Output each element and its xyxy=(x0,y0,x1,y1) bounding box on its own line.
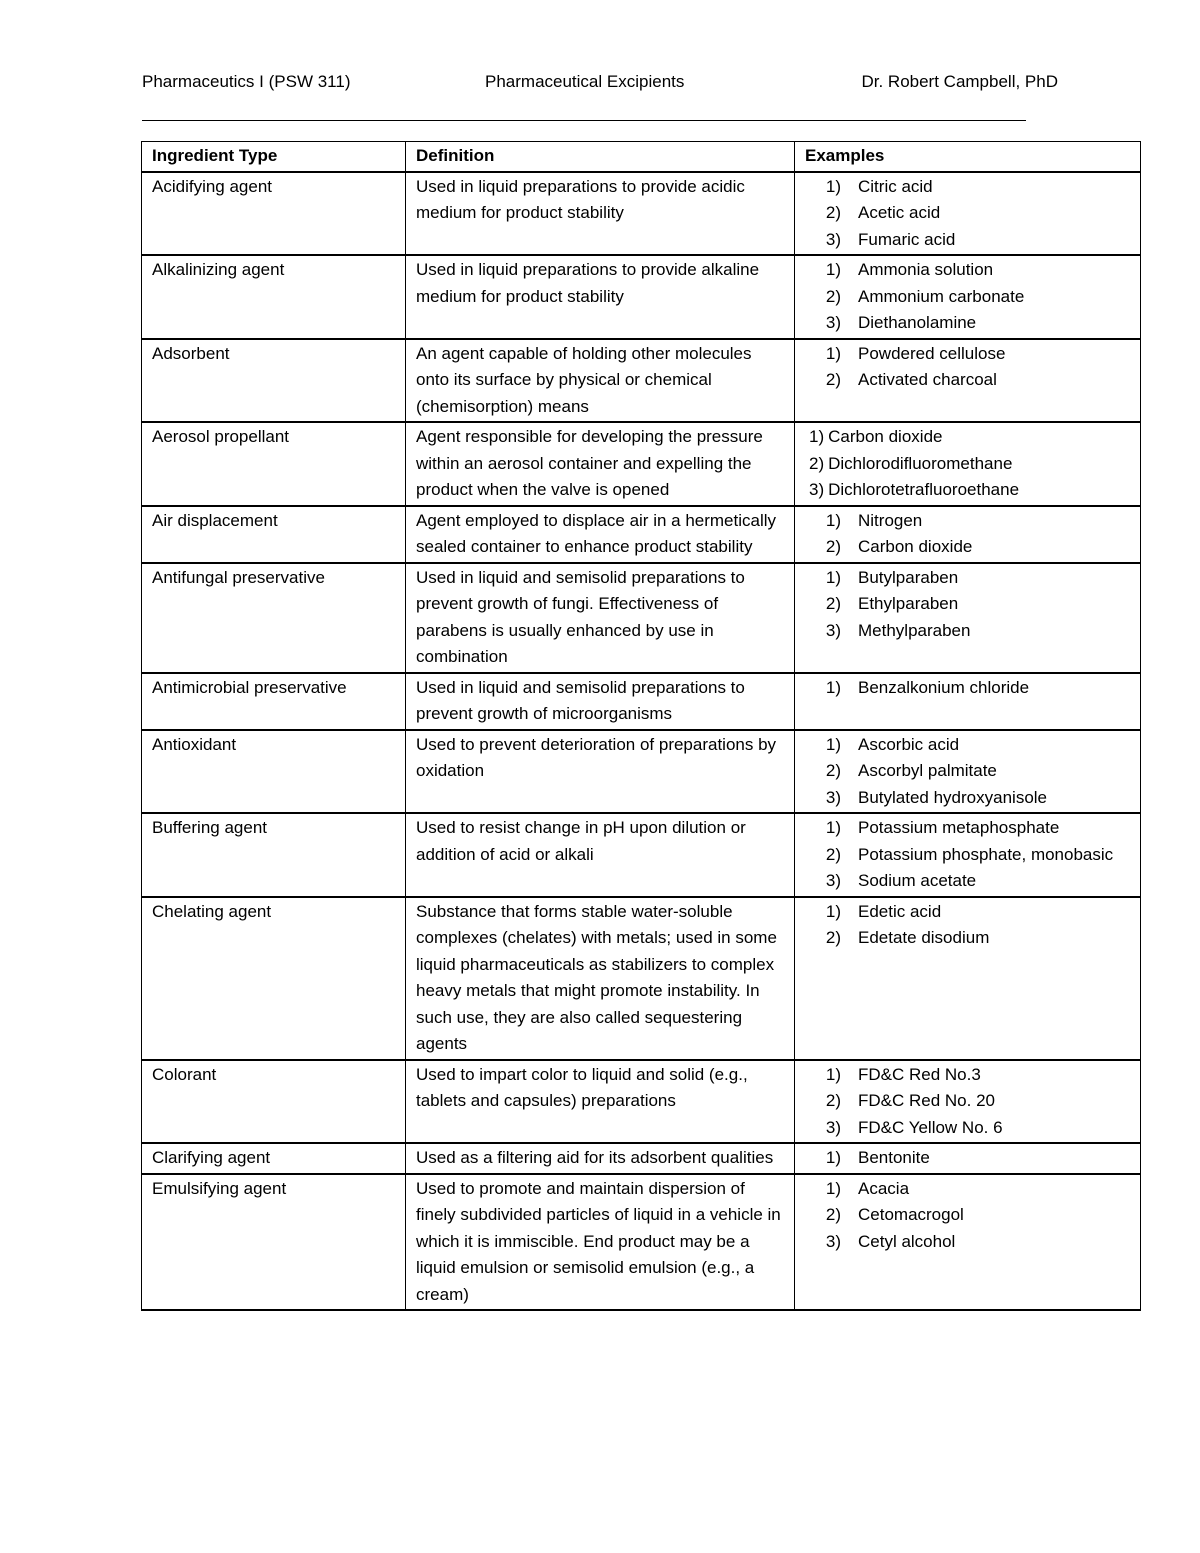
example-number: 1) xyxy=(825,343,841,363)
ingredient-type-cell: Adsorbent xyxy=(142,339,406,423)
example-text: Dichlorotetrafluoroethane xyxy=(828,480,1020,499)
example-text: Sodium acetate xyxy=(858,871,977,890)
example-number: 1) xyxy=(825,1148,841,1167)
topic-title: Pharmaceutical Excipients xyxy=(485,72,685,91)
ingredient-type-cell: Clarifying agent xyxy=(142,1143,406,1174)
example-number: 3) xyxy=(825,1231,841,1251)
example-item xyxy=(805,842,1130,869)
example-item xyxy=(805,1115,1130,1142)
ingredient-type-cell: Antifungal preservative xyxy=(142,563,406,673)
course-title: Pharmaceutics I (PSW 311) xyxy=(142,72,351,91)
examples-cell xyxy=(795,172,1141,256)
examples-cell xyxy=(795,1143,1141,1174)
example-number: 3) xyxy=(825,787,841,807)
example-item xyxy=(805,1088,1130,1115)
example-item xyxy=(805,675,1130,702)
example-item xyxy=(805,899,1130,926)
example-item xyxy=(805,508,1130,535)
example-text: Ascorbic acid xyxy=(858,734,960,754)
example-item xyxy=(805,367,1130,394)
example-number: 3) xyxy=(825,229,841,249)
example-text: Butylated hydroxyanisole xyxy=(858,787,1048,807)
example-number: 2) xyxy=(825,928,841,947)
examples-cell xyxy=(795,813,1141,897)
example-item xyxy=(805,200,1130,227)
table-row xyxy=(142,1060,1141,1144)
example-text: Potassium phosphate, monobasic xyxy=(858,844,1114,864)
examples-cell xyxy=(795,730,1141,814)
examples-list xyxy=(805,565,1130,645)
example-text: Bentonite xyxy=(858,1148,930,1167)
example-item xyxy=(805,815,1130,842)
example-text: FD&C Red No. 20 xyxy=(858,1091,995,1110)
example-text: Cetomacrogol xyxy=(858,1205,964,1224)
definition-cell: Substance that forms stable water-soluble complexes (chelates) with metals; used in some liquid pharmaceuticals as stabilizers to complex heavy metals that might promote instability. In such use, they are also called sequestering agents xyxy=(406,897,795,1060)
example-text: Potassium metaphosphate xyxy=(858,818,1060,837)
examples-cell xyxy=(795,339,1141,423)
table-row xyxy=(142,673,1141,730)
definition-cell: Agent employed to displace air in a hermetically sealed container to enhance product stability xyxy=(406,506,795,563)
example-number: 3) xyxy=(809,480,825,499)
ingredient-type-cell: Alkalinizing agent xyxy=(142,255,406,339)
table-row xyxy=(142,255,1141,339)
example-item xyxy=(805,1062,1130,1089)
definition-cell: Used in liquid preparations to provide alkaline medium for product stability xyxy=(406,255,795,339)
example-number: 1) xyxy=(825,818,841,837)
ingredient-type-cell: Antimicrobial preservative xyxy=(142,673,406,730)
table-row xyxy=(142,730,1141,814)
examples-cell xyxy=(795,422,1141,506)
examples-list xyxy=(805,899,1130,952)
example-number: 1) xyxy=(825,901,841,921)
ingredient-type-cell: Aerosol propellant xyxy=(142,422,406,506)
example-item xyxy=(805,174,1130,201)
example-item xyxy=(805,868,1130,895)
example-item xyxy=(805,785,1130,812)
ingredient-type-cell: Buffering agent xyxy=(142,813,406,897)
definition-cell: Used in liquid and semisolid preparations to prevent growth of microorganisms xyxy=(406,673,795,730)
definition-cell: Used to resist change in pH upon dilution or addition of acid or alkali xyxy=(406,813,795,897)
excipients-table xyxy=(141,141,1141,1311)
example-item xyxy=(805,758,1130,785)
ingredient-type-cell: Emulsifying agent xyxy=(142,1174,406,1311)
instructor-name: Dr. Robert Campbell, PhD xyxy=(861,72,1058,91)
examples-list xyxy=(805,1145,1130,1172)
examples-cell xyxy=(795,673,1141,730)
examples-list xyxy=(805,675,1130,702)
example-number: 2) xyxy=(825,844,841,864)
example-text: Edetic acid xyxy=(858,901,942,921)
example-item xyxy=(805,732,1130,759)
ingredient-type-cell: Chelating agent xyxy=(142,897,406,1060)
ingredient-type-cell: Antioxidant xyxy=(142,730,406,814)
example-number: 2) xyxy=(825,594,841,613)
definition-cell: Used to promote and maintain dispersion of finely subdivided particles of liquid in a vehicle in which it is immiscible. End product may be a liquid emulsion or semisolid emulsion (e.g., a cream) xyxy=(406,1174,795,1311)
table-row xyxy=(142,897,1141,1060)
column-header-examples: Examples xyxy=(795,142,1141,172)
example-number: 1) xyxy=(825,1064,841,1084)
examples-list xyxy=(805,174,1130,254)
example-item xyxy=(805,1176,1130,1203)
example-text: Benzalkonium chloride xyxy=(858,677,1030,697)
example-text: Methylparaben xyxy=(858,620,971,640)
examples-list xyxy=(805,1062,1130,1142)
example-text: Carbon dioxide xyxy=(858,537,973,556)
example-text: Nitrogen xyxy=(858,510,923,530)
table-row xyxy=(142,563,1141,673)
examples-list xyxy=(805,424,1130,504)
examples-cell xyxy=(795,563,1141,673)
example-number: 2) xyxy=(825,1205,841,1224)
example-text: Acetic acid xyxy=(858,203,941,222)
table-row xyxy=(142,506,1141,563)
example-number: 2) xyxy=(825,761,841,780)
example-item xyxy=(805,341,1130,368)
example-text: Carbon dioxide xyxy=(828,427,943,446)
example-item xyxy=(805,1202,1130,1229)
example-number: 1) xyxy=(825,677,841,697)
examples-cell xyxy=(795,506,1141,563)
example-item xyxy=(805,534,1130,561)
example-text: FD&C Red No.3 xyxy=(858,1064,981,1084)
example-text: FD&C Yellow No. 6 xyxy=(858,1117,1003,1137)
examples-cell xyxy=(795,897,1141,1060)
header-divider xyxy=(142,120,1026,121)
column-header-ingredient-type: Ingredient Type xyxy=(142,142,406,172)
examples-list xyxy=(805,732,1130,812)
example-item xyxy=(805,565,1130,592)
example-number: 3) xyxy=(825,1117,841,1137)
example-item xyxy=(805,591,1130,618)
example-item xyxy=(805,925,1130,952)
definition-cell: Used to prevent deterioration of preparations by oxidation xyxy=(406,730,795,814)
page-header xyxy=(142,72,1058,100)
example-number: 2) xyxy=(825,370,841,389)
example-number: 1) xyxy=(825,567,841,587)
definition-cell: Used in liquid preparations to provide acidic medium for product stability xyxy=(406,172,795,256)
ingredient-type-cell: Air displacement xyxy=(142,506,406,563)
examples-cell xyxy=(795,1174,1141,1311)
table-row xyxy=(142,172,1141,256)
example-number: 3) xyxy=(825,620,841,640)
example-item xyxy=(805,227,1130,254)
example-number: 1) xyxy=(825,176,841,196)
example-text: Butylparaben xyxy=(858,567,959,587)
example-item xyxy=(805,618,1130,645)
example-number: 3) xyxy=(825,871,841,890)
definition-cell: Used as a filtering aid for its adsorbent qualities xyxy=(406,1143,795,1174)
example-number: 2) xyxy=(809,453,825,473)
table-header-row xyxy=(142,142,1141,172)
example-number: 2) xyxy=(825,1091,841,1110)
definition-cell: An agent capable of holding other molecules onto its surface by physical or chemical (chemisorption) means xyxy=(406,339,795,423)
definition-cell: Used in liquid and semisolid preparations to prevent growth of fungi. Effectiveness of parabens is usually enhanced by use in combination xyxy=(406,563,795,673)
example-number: 3) xyxy=(825,313,841,332)
example-text: Citric acid xyxy=(858,176,933,196)
examples-list xyxy=(805,815,1130,895)
examples-cell xyxy=(795,1060,1141,1144)
example-number: 2) xyxy=(825,286,841,306)
example-number: 1) xyxy=(825,734,841,754)
example-number: 2) xyxy=(825,537,841,556)
example-text: Cetyl alcohol xyxy=(858,1231,956,1251)
examples-list xyxy=(805,257,1130,337)
definition-cell: Used to impart color to liquid and solid (e.g., tablets and capsules) preparations xyxy=(406,1060,795,1144)
example-text: Diethanolamine xyxy=(858,313,977,332)
column-header-definition: Definition xyxy=(406,142,795,172)
example-item xyxy=(805,284,1130,311)
examples-list xyxy=(805,341,1130,394)
example-text: Fumaric acid xyxy=(858,229,956,249)
example-item xyxy=(809,451,1130,478)
example-number: 1) xyxy=(825,510,841,530)
examples-list xyxy=(805,1176,1130,1256)
example-text: Acacia xyxy=(858,1178,910,1198)
example-text: Ammonium carbonate xyxy=(858,286,1025,306)
table-row xyxy=(142,339,1141,423)
example-text: Dichlorodifluoromethane xyxy=(828,453,1013,473)
table-row xyxy=(142,1143,1141,1174)
example-item xyxy=(805,257,1130,284)
examples-list xyxy=(805,508,1130,561)
definition-cell: Agent responsible for developing the pressure within an aerosol container and expelling the product when the valve is opened xyxy=(406,422,795,506)
example-number: 1) xyxy=(809,427,825,446)
ingredient-type-cell: Acidifying agent xyxy=(142,172,406,256)
example-item xyxy=(809,477,1130,504)
ingredient-type-cell: Colorant xyxy=(142,1060,406,1144)
example-text: Ascorbyl palmitate xyxy=(858,761,997,780)
example-number: 2) xyxy=(825,203,841,222)
example-text: Powdered cellulose xyxy=(858,343,1006,363)
table-row xyxy=(142,1174,1141,1311)
example-item xyxy=(805,1229,1130,1256)
table-row xyxy=(142,422,1141,506)
example-item xyxy=(809,424,1130,451)
example-text: Edetate disodium xyxy=(858,928,990,947)
example-text: Activated charcoal xyxy=(858,370,997,389)
examples-cell xyxy=(795,255,1141,339)
example-number: 1) xyxy=(825,260,841,279)
table-row xyxy=(142,813,1141,897)
example-item xyxy=(805,1145,1130,1172)
example-text: Ammonia solution xyxy=(858,260,994,279)
example-item xyxy=(805,310,1130,337)
example-text: Ethylparaben xyxy=(858,594,959,613)
example-number: 1) xyxy=(825,1178,841,1198)
